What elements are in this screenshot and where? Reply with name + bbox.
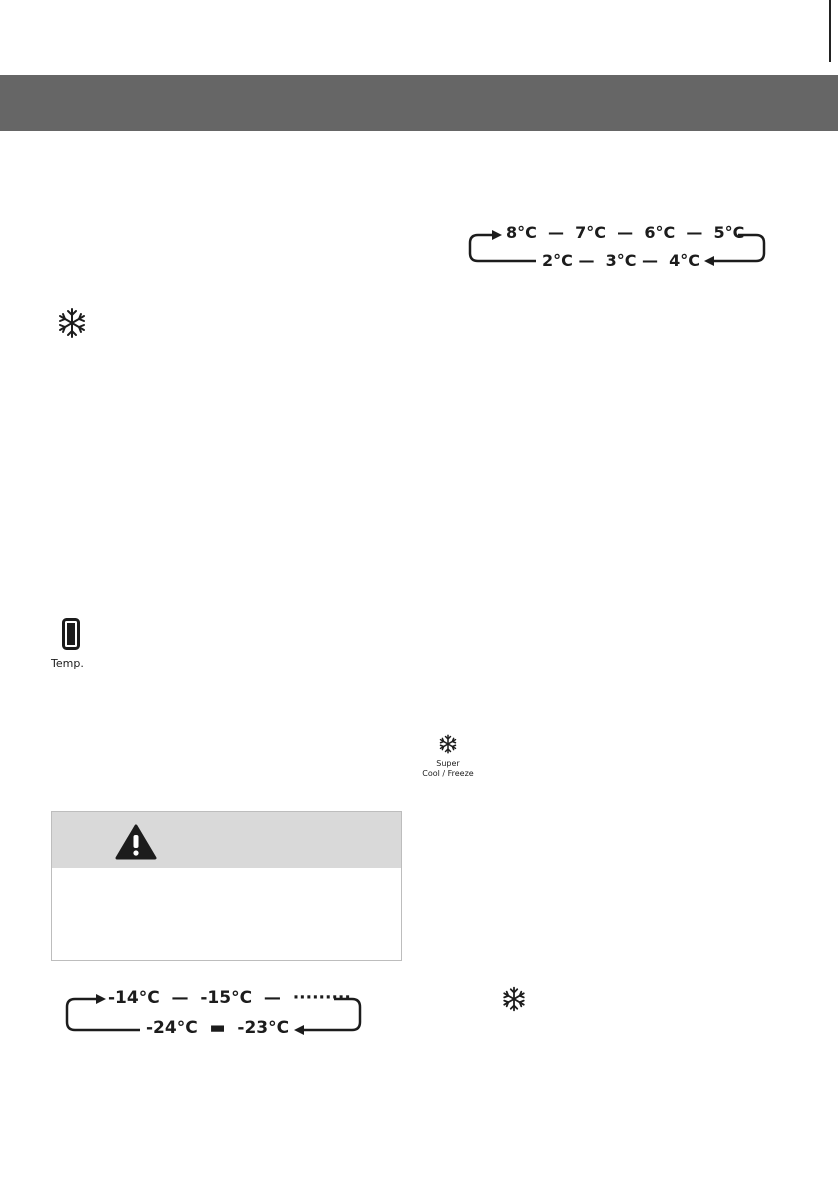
fridge-cycle-bottom-row: 2°C — 3°C — 4°C — [542, 251, 701, 270]
temp-button-label: Temp. — [51, 657, 84, 670]
freezer-cycle-bottom-row: -24°C ▬ -23°C — [146, 1018, 290, 1038]
page-edge-line — [829, 0, 831, 62]
warning-triangle-icon — [115, 824, 157, 860]
super-button-label — [412, 759, 484, 779]
warning-box — [51, 811, 402, 961]
super-label-line1: Super — [436, 759, 460, 768]
freezer-cycle-top-row: -14°C — -15°C — ········· — [108, 988, 351, 1008]
fridge-cycle-top-row: 8°C — 7°C — 6°C — 5°C — [506, 223, 745, 242]
snowflake-icon — [56, 307, 88, 339]
warning-header — [52, 812, 401, 868]
snowflake-icon — [438, 734, 458, 754]
snowflake-icon — [501, 986, 527, 1012]
super-label-line2: Cool / Freeze — [422, 769, 474, 778]
section-header-bar — [0, 75, 838, 131]
fridge-icon — [62, 618, 80, 650]
